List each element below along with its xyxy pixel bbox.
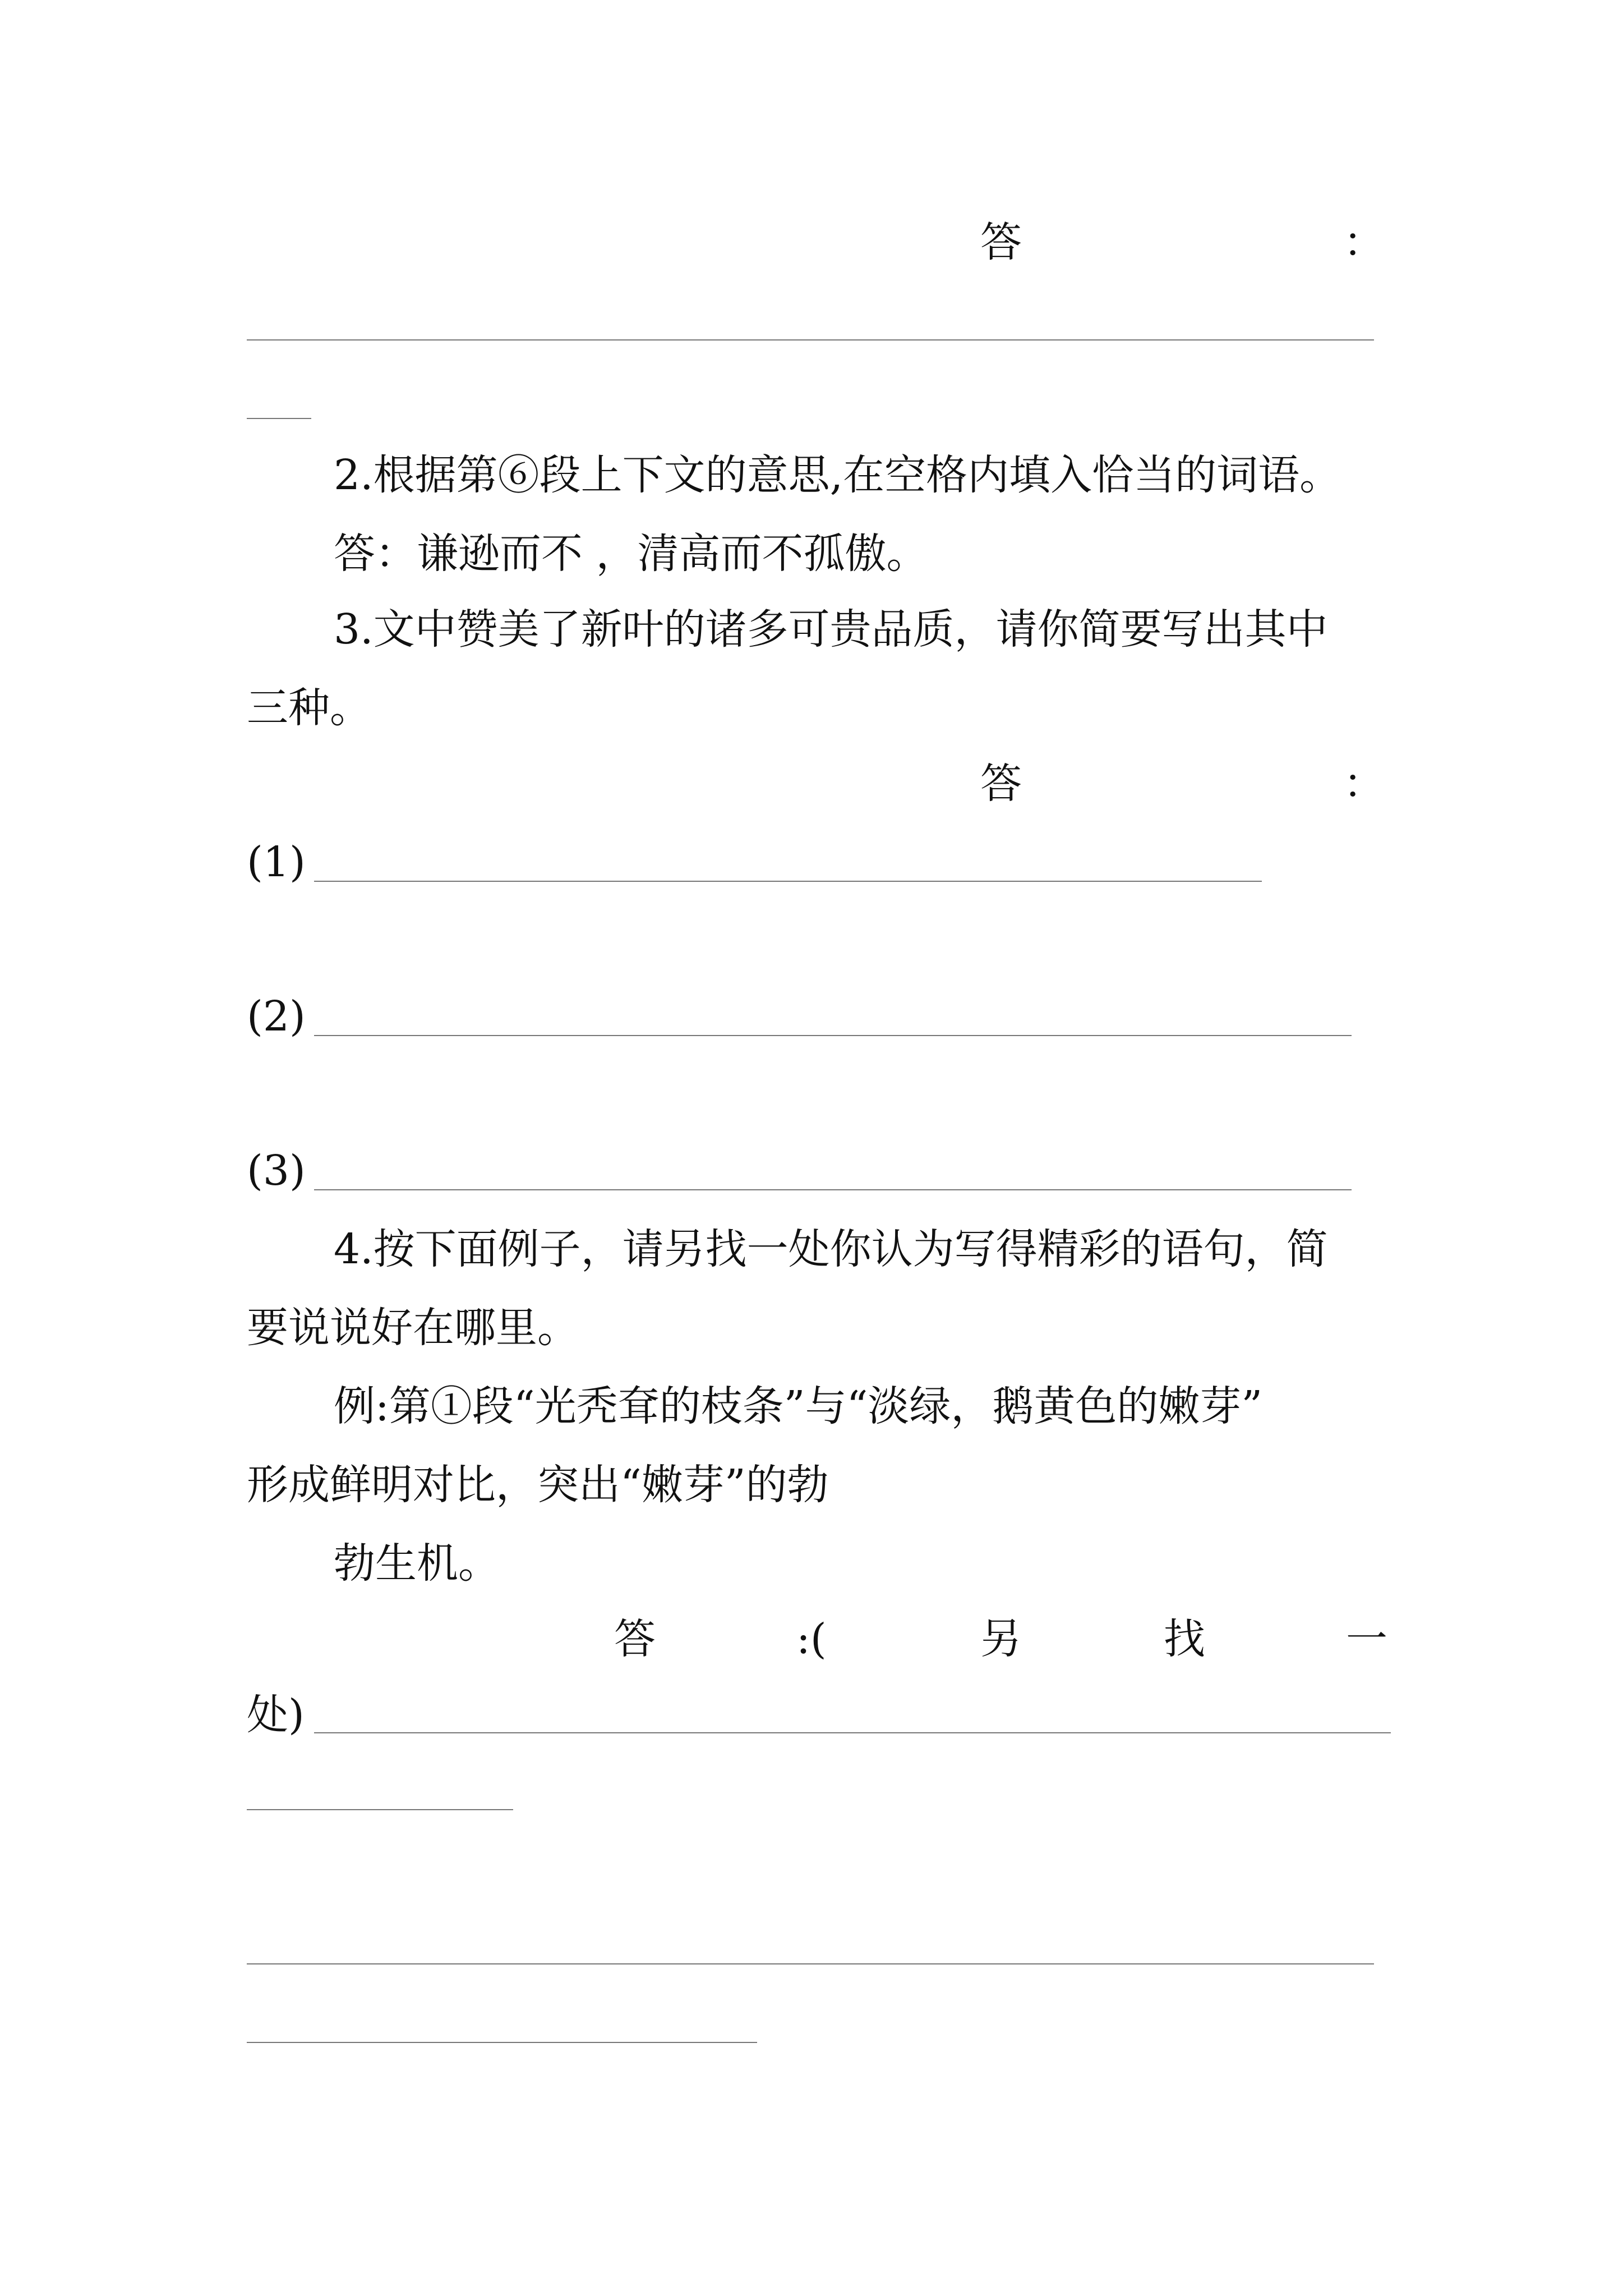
answer-line-1a[interactable]: [247, 339, 1374, 341]
q4-answer-line-b[interactable]: [247, 1809, 513, 1810]
answer-line-1b[interactable]: [247, 418, 311, 419]
q3-item-2-line[interactable]: [314, 1035, 1352, 1036]
q4-answer-part-1: 答: [614, 1615, 656, 1663]
q4-prompt-line2: 要说说好在哪里。: [247, 1304, 579, 1352]
q4-answer-part-5: 一: [1346, 1615, 1387, 1663]
q4-answer-line-a[interactable]: [314, 1732, 1391, 1733]
q4-answer-line-c[interactable]: [247, 1963, 1374, 1964]
q3-item-3-label: (3): [247, 1147, 306, 1195]
q2-answer: 答：谦逊而不 ，清高而不孤傲。: [334, 530, 928, 578]
q3-item-1-line[interactable]: [314, 881, 1262, 882]
q4-answer-part-3: 另: [980, 1615, 1022, 1663]
q3-item-2-label: (2): [247, 992, 306, 1041]
q3-prompt-line1: 3.文中赞美了新叶的诸多可贵品质，请你简要写出其中: [334, 605, 1328, 654]
q4-example-line2: 形成鲜明对比，突出“嫩芽”的勃: [247, 1461, 829, 1509]
q3-answer-char: 答: [980, 760, 1022, 808]
q4-answer-line-d[interactable]: [247, 2042, 757, 2043]
answer-label-colon: ：: [1343, 218, 1385, 266]
q4-answer-part-4: 找: [1164, 1615, 1205, 1663]
q4-example-line1: 例:第①段“光秃耷的枝条”与“淡绿，鹅黄色的嫩芽”: [334, 1382, 1263, 1430]
answer-label-char: 答: [980, 218, 1022, 266]
q4-answer-part-2: :(: [796, 1615, 827, 1663]
q3-prompt-line2: 三种。: [247, 684, 371, 732]
q2-prompt: 2.根据第⑥段上下文的意思,在空格内填入恰当的词语。: [334, 451, 1341, 499]
q4-example-line3: 勃生机。: [334, 1539, 500, 1588]
q4-answer-tail: 处): [247, 1691, 305, 1739]
q4-prompt-line1: 4.按下面例子，请另找一处你认为写得精彩的语句，简: [334, 1225, 1328, 1273]
q3-answer-colon: ：: [1343, 760, 1385, 808]
q3-item-1-label: (1): [247, 838, 306, 886]
q3-item-3-line[interactable]: [314, 1189, 1352, 1190]
